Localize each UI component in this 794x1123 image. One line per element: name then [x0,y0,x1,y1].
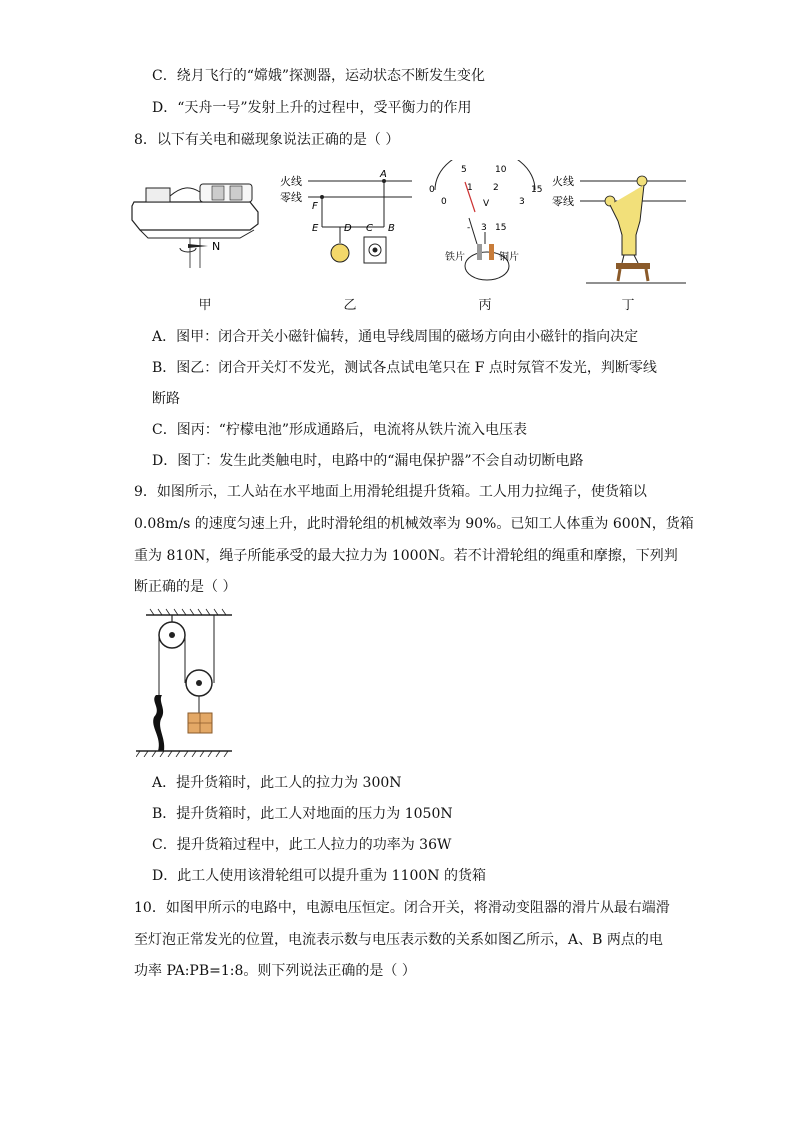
q9-stem-4: 断正确的是（ ） [134,579,237,595]
q10-stem-1: 10．如图甲所示的电路中，电源电压恒定。闭合开关，将滑动变阻器的滑片从最右端滑 [134,900,670,916]
svg-text:A: A [380,169,387,180]
svg-text:-: - [467,223,471,233]
q9-stem-2: 0.08m/s 的速度匀速上升，此时滑轮组的机械效率为 90%。已知工人体重为 600N，货箱 [134,516,694,532]
svg-text:火线: 火线 [280,175,302,188]
svg-text:F: F [312,201,318,212]
q10-stem-2: 至灯泡正常发光的位置，电流表示数与电压表示数的关系如图乙所示，A、B 两点的电 [134,932,663,948]
svg-text:5: 5 [461,165,467,175]
q9-option-b: B．提升货箱时，此工人对地面的压力为 1050N [152,806,453,822]
q8-stem: 8．以下有关电和磁现象说法正确的是（ ） [134,132,400,148]
svg-text:3: 3 [519,197,525,207]
svg-text:铜片: 铜片 [499,252,519,263]
q8-option-b-cont: 断路 [152,391,180,407]
svg-text:0: 0 [429,185,435,195]
svg-text:零线: 零线 [552,195,574,208]
svg-text:V: V [483,199,490,209]
figure-jia-oersted [130,172,270,272]
svg-text:0: 0 [441,197,447,207]
q9-stem-1: 9．如图所示，工人站在水平地面上用滑轮组提升货箱。工人用力拉绳子，使货箱以 [134,484,647,500]
needle-label: N [212,240,221,253]
q9-option-d: D．此工人使用该滑轮组可以提升重为 1100N 的货箱 [152,868,487,884]
figure-pulley-system [136,605,236,757]
figure-ding-caption: 丁 [621,298,635,313]
q9-option-a: A．提升货箱时，此工人的拉力为 300N [152,775,402,791]
svg-text:2: 2 [493,183,499,193]
svg-text:3: 3 [481,223,487,233]
figure-jia-caption: 甲 [198,298,212,313]
svg-text:E: E [312,223,319,234]
svg-text:铁片: 铁片 [445,252,465,263]
q8-option-c: C．图丙：“柠檬电池”形成通路后，电流将从铁片流入电压表 [152,422,528,438]
figure-yi-caption: 乙 [343,298,357,313]
q9-stem-3: 重为 810N，绳子所能承受的最大拉力为 1000N。若不计滑轮组的绳重和摩擦，下列判 [134,548,678,564]
svg-text:B: B [388,223,395,234]
q10-stem-3: 功率 PA:PB=1:8。则下列说法正确的是（ ） [134,963,416,979]
svg-text:15: 15 [531,185,543,195]
svg-text:D: D [344,223,352,234]
figure-yi-household-circuit [278,165,418,275]
q8-option-d: D．图丁：发生此类触电时，电路中的“漏电保护器”不会自动切断电路 [152,453,584,469]
svg-text:零线: 零线 [280,191,302,204]
q7-option-d: D．“天舟一号”发射上升的过程中，受平衡力的作用 [152,100,472,116]
figure-bing-lemon-battery [425,160,545,282]
q8-option-a: A．图甲：闭合开关小磁针偏转，通电导线周围的磁场方向由小磁针的指向决定 [152,329,639,345]
svg-text:1: 1 [467,183,473,193]
q8-option-b: B．图乙：闭合开关灯不发光，测试各点试电笔只在 F 点时氖管不发光，判断零线 [152,360,657,376]
svg-text:10: 10 [495,165,507,175]
svg-text:C: C [366,223,373,234]
svg-text:15: 15 [495,223,507,233]
figure-bing-caption: 丙 [478,298,492,313]
figure-ding-electric-shock [552,165,690,293]
svg-text:火线: 火线 [552,175,574,188]
q7-option-c: C．绕月飞行的“嫦娥”探测器，运动状态不断发生变化 [152,68,486,84]
q9-option-c: C．提升货箱过程中，此工人拉力的功率为 36W [152,837,452,853]
